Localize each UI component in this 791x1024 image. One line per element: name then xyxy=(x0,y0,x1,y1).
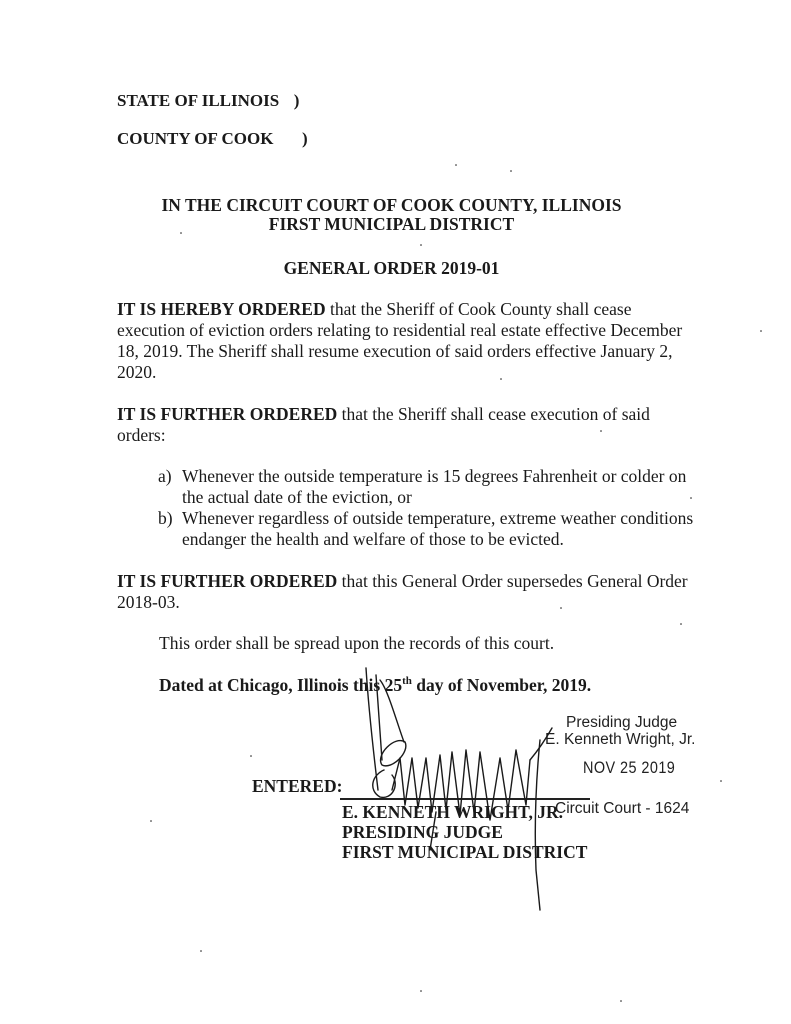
scan-speck xyxy=(560,607,562,609)
stamp-court: Circuit Court - 1624 xyxy=(555,800,690,817)
paragraph-line: 2018-03. xyxy=(117,592,180,612)
scan-speck xyxy=(680,623,682,625)
scan-speck xyxy=(760,330,762,332)
scan-speck xyxy=(150,820,152,822)
scan-speck xyxy=(420,244,422,246)
paragraph-line: execution of eviction orders relating to residential real estate effective December xyxy=(117,320,683,340)
scan-speck xyxy=(510,170,512,172)
paragraph-line: 2020. xyxy=(117,362,157,382)
condition-line: Whenever the outside temperature is 15 degrees Fahrenheit or colder on xyxy=(182,466,687,486)
dated-ordinal: th xyxy=(402,675,412,688)
signature-stroke xyxy=(380,680,404,742)
scan-speck xyxy=(720,780,722,782)
dated-prefix: Dated at Chicago, Illinois this 25 xyxy=(159,675,403,695)
order-title: GENERAL ORDER 2019-01 xyxy=(283,258,500,278)
signature-stroke xyxy=(535,740,540,910)
signature-stroke xyxy=(430,812,436,850)
scan-speck xyxy=(620,1000,622,1002)
paragraph-text: that the Sheriff of Cook County shall cease xyxy=(325,299,632,319)
caption-paren: ) xyxy=(301,129,308,148)
signature-name: E. KENNETH WRIGHT, JR. xyxy=(342,802,564,822)
caption-paren: ) xyxy=(293,91,300,110)
scan-speck xyxy=(500,378,502,380)
list-marker: b) xyxy=(158,508,173,528)
scan-speck xyxy=(250,755,252,757)
condition-line: endanger the health and welfare of those to be evicted. xyxy=(182,529,564,549)
scan-speck xyxy=(180,232,182,234)
paragraph-lead: IT IS FURTHER ORDERED xyxy=(117,404,338,424)
paragraph-line: 18, 2019. The Sheriff shall resume execution of said orders effective January 2, xyxy=(117,341,673,361)
spread-statement: This order shall be spread upon the records of this court. xyxy=(159,633,555,653)
signature-stroke xyxy=(530,728,552,760)
scan-speck xyxy=(455,164,457,166)
scan-speck xyxy=(600,430,602,432)
caption-state-label: STATE OF ILLINOIS xyxy=(117,91,280,110)
entered-label: ENTERED: xyxy=(252,776,343,796)
paragraph-lead: IT IS HEREBY ORDERED xyxy=(117,299,326,319)
paragraph-lead: IT IS FURTHER ORDERED xyxy=(117,571,338,591)
stamp-date: NOV 25 2019 xyxy=(583,758,676,777)
dated-rest: day of November, 2019. xyxy=(411,675,592,695)
condition-line: the actual date of the eviction, or xyxy=(182,487,412,507)
scan-speck xyxy=(690,497,692,499)
paragraph-line: orders: xyxy=(117,425,166,445)
scan-speck xyxy=(200,950,202,952)
signature-stroke xyxy=(392,750,530,820)
stamp-name: E. Kenneth Wright, Jr. xyxy=(545,731,696,748)
paragraph-text: that the Sheriff shall cease execution of said xyxy=(337,404,650,424)
stamp-title: Presiding Judge xyxy=(566,714,678,731)
condition-line: Whenever regardless of outside temperature, extreme weather conditions xyxy=(182,508,694,528)
signature-district: FIRST MUNICIPAL DISTRICT xyxy=(342,842,588,862)
signature-title: PRESIDING JUDGE xyxy=(342,822,503,842)
signature-stroke xyxy=(381,741,406,766)
paragraph-text: that this General Order supersedes General Order xyxy=(337,571,688,591)
court-heading-line1: IN THE CIRCUIT COURT OF COOK COUNTY, ILLINOIS xyxy=(161,195,622,215)
list-marker: a) xyxy=(158,466,172,486)
signature-stroke xyxy=(376,675,382,760)
court-heading-line2: FIRST MUNICIPAL DISTRICT xyxy=(268,214,515,234)
scan-speck xyxy=(420,990,422,992)
caption-county-label: COUNTY OF COOK xyxy=(117,129,274,148)
